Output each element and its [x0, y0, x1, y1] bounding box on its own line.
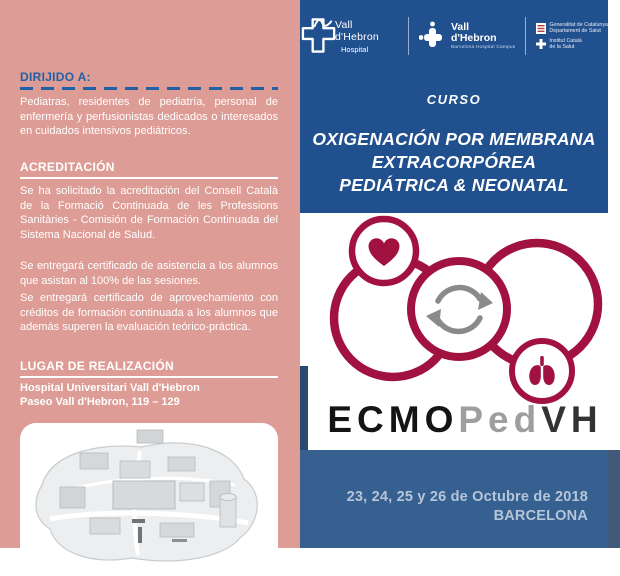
campus-logo	[419, 21, 515, 51]
footer-city: BARCELONA	[493, 508, 588, 524]
footer-text	[300, 488, 588, 526]
campus-logo-text	[451, 22, 515, 50]
logo-divider	[408, 17, 409, 55]
acreditacion-heading: ACREDITACIÓN	[20, 159, 115, 174]
course-title-block	[300, 92, 608, 197]
generalitat-bars-icon	[536, 23, 546, 34]
gencat-line2: Departament de Salut	[549, 28, 601, 34]
gencat-logo-text	[549, 22, 608, 34]
hospital-cross-icon	[300, 15, 339, 57]
section-acreditacion	[20, 160, 278, 335]
campus-logo-title-line1: Vall	[450, 21, 470, 34]
header-logo-strip	[300, 6, 608, 66]
course-kicker: CURSO	[426, 92, 482, 107]
footer-dates: 23, 24, 25 y 26 de Octubre de 2018	[346, 489, 588, 505]
government-logos	[536, 22, 608, 50]
ecmopedvh-wordmark	[310, 399, 620, 441]
lugar-address-line1: Hospital Universitari Vall d'Hebron	[20, 382, 200, 394]
solid-divider	[20, 376, 278, 379]
course-title-line1: OXIGENACIÓN POR MEMBRANA	[312, 129, 596, 149]
campus-map-illustration	[20, 423, 278, 576]
footer-right-edge-strip	[608, 450, 620, 548]
dotted-cross-icon	[419, 21, 446, 51]
campus-logo-subtitle: Barcelona Hospital Campus	[450, 44, 516, 50]
solid-divider	[20, 177, 278, 180]
hospital-logo-subtitle: Hospital	[341, 44, 369, 54]
wordmark-ped: Ped	[458, 399, 542, 440]
map-card	[20, 423, 278, 576]
health-cross-icon	[536, 39, 546, 49]
wordmark-vh: VH	[541, 399, 603, 440]
acreditacion-p1: Se ha solicitado la acreditación del Consell Català de la Formació Continuada de les Professions Sanitàries - Comisión de Formación Continuada del Sistema Nacional de Salud.	[20, 185, 278, 241]
logo-divider	[525, 17, 526, 55]
ics-line1: Institut Català	[549, 38, 582, 44]
course-title-line3: PEDIÁTRICA & NEONATAL	[339, 175, 569, 195]
hospital-logo-text	[335, 19, 398, 54]
section-lugar	[20, 359, 278, 410]
lugar-heading: LUGAR DE REALIZACIÓN	[20, 358, 174, 373]
center-circle	[411, 261, 507, 357]
dashed-divider	[20, 87, 278, 90]
left-panel-content	[0, 0, 300, 576]
course-title-line2: EXTRACORPÓREA	[371, 152, 537, 172]
hospital-logo	[300, 15, 398, 57]
ics-logo	[536, 38, 608, 50]
hospital-logo-title: Vall d'Hebron	[335, 18, 379, 43]
lugar-address-line2: Paseo Vall d'Hebron, 119 – 129	[20, 396, 180, 408]
wordmark-ecmo: ECMO	[327, 399, 459, 440]
campus-logo-title-line2: d'Hebron	[450, 31, 497, 44]
section-dirigido	[20, 70, 278, 139]
ics-logo-text	[549, 38, 581, 50]
ics-line2: de la Salut	[549, 44, 575, 50]
dirigido-heading: DIRIJIDO A:	[20, 70, 91, 84]
gencat-line1: Generalitat de Catalunya	[549, 22, 608, 28]
ecmo-logo	[300, 205, 620, 410]
acreditacion-p3: Se entregará certificado de aprovechamiento con créditos de formación continuada a los alumnos que además superen la evaluación teórico-práctica.	[20, 292, 278, 333]
gencat-logo	[536, 22, 608, 34]
course-title	[300, 128, 608, 197]
lungs-circle	[512, 341, 572, 401]
dirigido-body: Pediatras, residentes de pediatría, personal de enfermería y perfusionistas dedicados o interesados en cuidados intensivos pediátricos.	[20, 96, 278, 137]
acreditacion-p2: Se entregará certificado de asistencia a los alumnos que asistan al 100% de las sesiones.	[20, 260, 278, 287]
